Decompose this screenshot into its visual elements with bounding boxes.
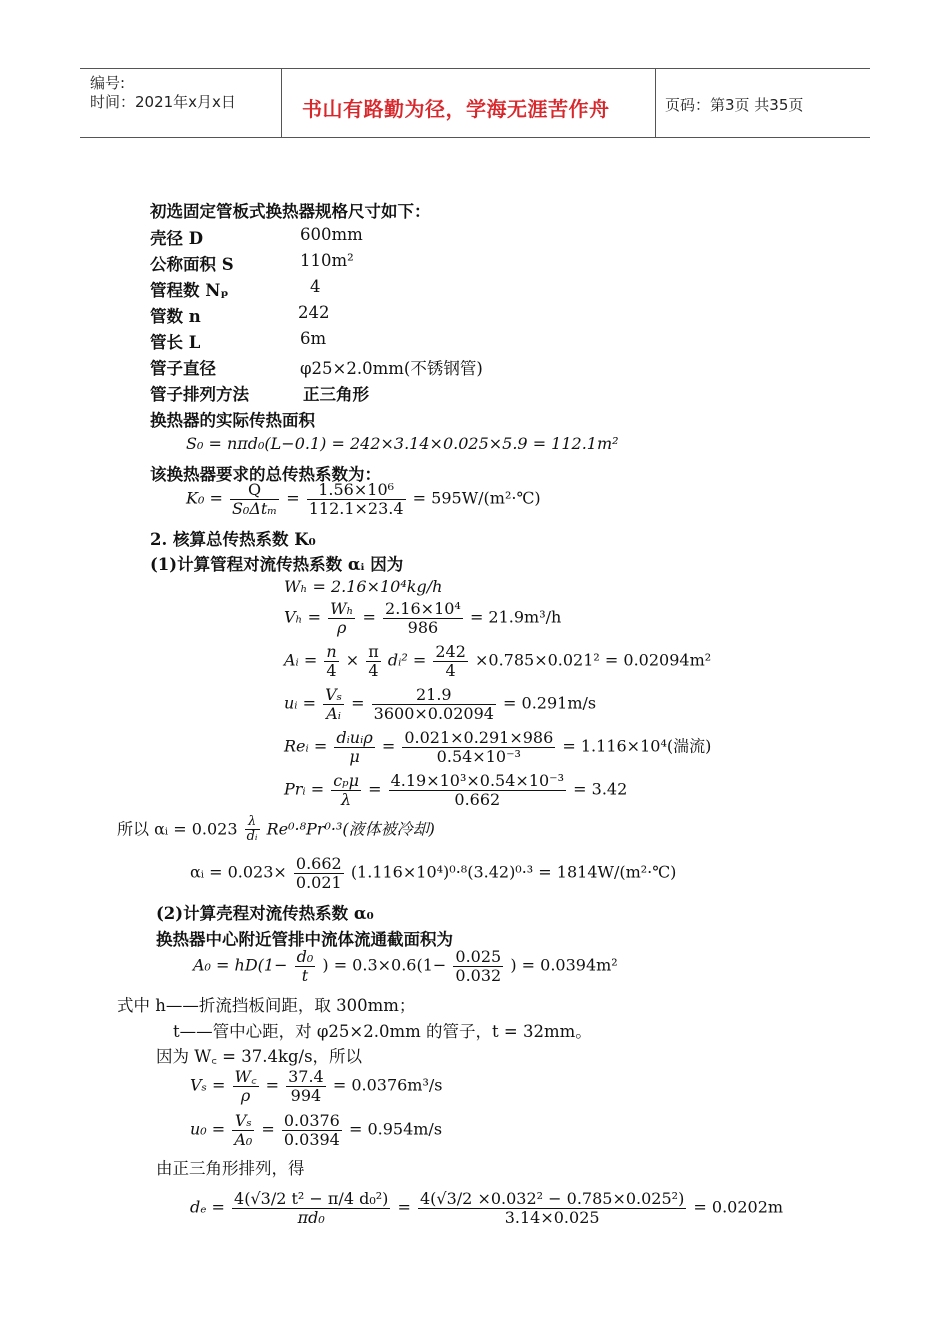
header-number: 编号: [90, 74, 126, 92]
page-header [80, 68, 870, 138]
shell-title: 换热器中心附近管排中流体流通截面积为 [156, 930, 453, 949]
spec-label: 公称面积 S [150, 255, 234, 274]
ao-equation: A₀ = hD(1− $\frac{\text{d₀}}{t}$ ) = 0.3×0.6(1− $\frac{0.025}{0.032}$ ) = 0.0394m² [193, 947, 618, 985]
fraction: $\frac{\text{dᵢuᵢρ}}{\mu}$ [336, 728, 373, 766]
fraction: $\frac{\text{4(√3/2 ×0.032² − 0.785×0.025²)}}{3.14\times 0.025}$ [419, 1189, 685, 1227]
fraction: $\frac{0.0376}{0.0394}$ [283, 1111, 340, 1149]
spec-value: 正三角形 [303, 385, 369, 404]
fraction: $\frac{\text{4.19×10³×0.54×10⁻³}}{0.662}$ [390, 771, 565, 809]
fraction: $\frac{\text{cₚμ}}{\lambda}$ [333, 771, 359, 809]
where-t: t——管中心距，对 φ25×2.0mm 的管子，t = 32mm。 [173, 1022, 592, 1041]
section-2-1-title: (1)计算管程对流传热系数 αᵢ 因为 [150, 555, 404, 574]
because-line: 因为 W꜀ = 37.4kg/s，所以 [156, 1047, 363, 1066]
spec-label: 管子排列方法 [150, 385, 249, 404]
fraction: $\frac{21.9}{3600\times 0.02094}$ [373, 685, 494, 723]
fraction: $\frac{0.021\times 0.291\times 986}{\text{0.54×10⁻³}}$ [404, 728, 554, 766]
spec-value: 110m² [300, 251, 354, 270]
fraction: $\frac{\text{2.16×10⁴}}{986}$ [385, 599, 461, 637]
spec-label: 管子直径 [150, 359, 216, 378]
header-divider [655, 69, 656, 137]
fraction: $\frac{\text{4(√3/2 t² − π/4 d₀²)}}{\text{πd₀}}$ [234, 1189, 389, 1227]
intro-text: 初选固定管板式换热器规格尺寸如下： [150, 202, 431, 221]
fraction: $\frac{\lambda}{\text{dᵢ}}$ [246, 814, 258, 845]
fraction: $\frac{0.025}{0.032}$ [455, 947, 502, 985]
fraction: $\frac{242}{4}$ [435, 642, 466, 680]
ui-equation: uᵢ = $\frac{\text{Vₛ}}{\text{Aᵢ}}$ = $\frac{21.9}{3600\times 0.02094}$ = 0.291m/s [284, 685, 597, 723]
de-equation: dₑ = $\frac{\text{4(√3/2 t² − π/4 d₀²)}}{\text{πd₀}}$ = $\frac{\text{4(√3/2 ×0.032² − 0.785×0.025²)}}{3.14\times 0.025}$ = 0.0202m [190, 1189, 784, 1227]
fraction: $\frac{\text{Wₕ}}{\rho}$ [330, 599, 354, 637]
fraction: $\frac{\pi}{4}$ [368, 642, 379, 680]
uo-equation: u₀ = $\frac{\text{Vₛ}}{\text{A₀}}$ = $\frac{0.0376}{0.0394}$ = 0.954m/s [190, 1111, 443, 1149]
header-page-number: 页码：第3页 共35页 [665, 96, 804, 114]
spec-label: 管长 L [150, 333, 201, 352]
area-equation: S₀ = nπd₀(L−0.1) = 242×3.14×0.025×5.9 = 112.1m² [186, 434, 619, 453]
spec-value: 600mm [300, 225, 363, 244]
alpha-equation: αᵢ = 0.023× $\frac{0.662}{0.021}$ (1.116×10⁴)⁰·⁸(3.42)⁰·³ = 1814W/(m²·℃) [190, 854, 677, 892]
k-equation: K₀ = $\frac{Q}{\text{S₀Δtₘ}}$ = $\frac{\text{1.56×10⁶}}{112.1\times 23.4}$ = 595W/(m²·℃) [186, 480, 541, 518]
fraction: $\frac{\text{d₀}}{t}$ [296, 947, 314, 985]
vs-equation: Vₛ = $\frac{W꜀}{\rho}$ = $\frac{37.4}{994}$ = 0.0376m³/s [190, 1067, 443, 1105]
fraction: $\frac{\text{Vₛ}}{\text{Aᵢ}}$ [325, 685, 343, 723]
fraction: $\frac{\text{Vₛ}}{\text{A₀}}$ [234, 1111, 253, 1149]
where-h: 式中 h——折流挡板间距，取 300mm； [117, 996, 416, 1015]
fraction: $\frac{n}{4}$ [326, 642, 337, 680]
section-2-title: 2. 核算总传热系数 K₀ [150, 530, 316, 549]
fraction: $\frac{Q}{\text{S₀Δtₘ}}$ [231, 480, 278, 518]
alpha-formula: 所以 αᵢ = 0.023 $\frac{\lambda}{\text{dᵢ}}$ Re⁰·⁸Pr⁰·³(液体被冷却) [117, 814, 435, 845]
section-2-2-title: (2)计算壳程对流传热系数 α₀ [156, 904, 374, 923]
fraction: $\frac{\text{1.56×10⁶}}{112.1\times 23.4}$ [308, 480, 404, 518]
header-motto: 书山有路勤为径，学海无涯苦作舟 [302, 97, 610, 121]
fraction: $\frac{W꜀}{\rho}$ [234, 1067, 257, 1105]
re-equation: Reᵢ = $\frac{\text{dᵢuᵢρ}}{\mu}$ = $\frac{0.021\times 0.291\times 986}{\text{0.54×10⁻³}}$ = 1.116×10⁴(湍流) [284, 728, 712, 766]
triangle-line: 由正三角形排列，得 [156, 1159, 305, 1178]
fraction: $\frac{0.662}{0.021}$ [295, 854, 342, 892]
spec-value: 4 [310, 277, 321, 296]
spec-value: 6m [300, 329, 327, 348]
spec-value: φ25×2.0mm(不锈钢管) [300, 359, 483, 378]
ai-equation: Aᵢ = $\frac{n}{4}$ × $\frac{\pi}{4}$ dᵢ² = $\frac{242}{4}$ ×0.785×0.021² = 0.02094m² [284, 642, 712, 680]
header-divider [281, 69, 282, 137]
pr-equation: Prᵢ = $\frac{\text{cₚμ}}{\lambda}$ = $\frac{\text{4.19×10³×0.54×10⁻³}}{0.662}$ = 3.42 [284, 771, 628, 809]
area-title: 换热器的实际传热面积 [150, 411, 315, 430]
wh-equation: Wₕ = 2.16×10⁴kg/h [284, 577, 443, 596]
fraction: $\frac{37.4}{994}$ [288, 1067, 324, 1105]
header-time: 时间：2021年x月x日 [90, 93, 236, 111]
spec-value: 242 [298, 303, 330, 322]
spec-label: 管程数 Nₚ [150, 281, 229, 300]
spec-label: 壳径 D [150, 229, 204, 248]
k-title: 该换热器要求的总传热系数为： [150, 465, 381, 484]
vh-equation: Vₕ = $\frac{\text{Wₕ}}{\rho}$ = $\frac{\text{2.16×10⁴}}{986}$ = 21.9m³/h [284, 599, 562, 637]
spec-label: 管数 n [150, 307, 201, 326]
